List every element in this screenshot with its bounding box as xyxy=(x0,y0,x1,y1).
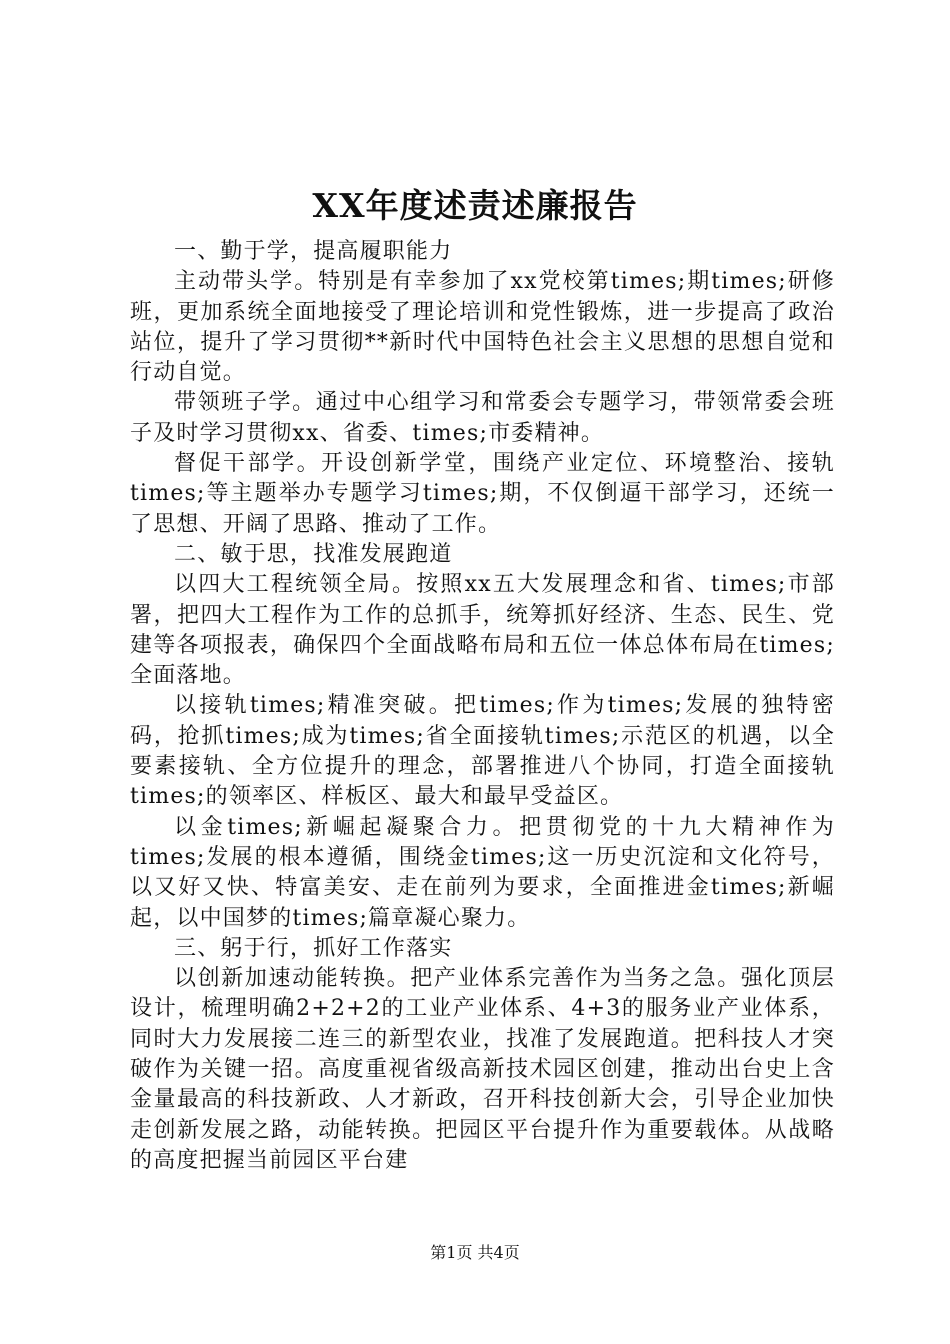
body-paragraph: 以金times;新崛起凝聚合力。把贯彻党的十九大精神作为times;发展的根本遵循，围绕金times;这一历史沉淀和文化符号，以又好又快、特富美安、走在前列为要求，全面推进金times;新崛起，以中国梦的times;篇章凝心聚力。 xyxy=(130,814,835,931)
document-title: XX年度述责述廉报告 xyxy=(312,186,638,225)
document-body xyxy=(130,237,835,1176)
body-paragraph: 以接轨times;精准突破。把times;作为times;发展的独特密码，抢抓times;成为times;省全面接轨times;示范区的机遇，以全要素接轨、全方位提升的理念，部署推进八个协同，打造全面接轨times;的领率区、样板区、最大和最早受益区。 xyxy=(130,693,835,810)
body-paragraph: 督促干部学。开设创新学堂，围绕产业定位、环境整治、接轨times;等主题举办专题学习times;期，不仅倒逼干部学习，还统一了思想、开阔了思路、推动了工作。 xyxy=(130,451,835,537)
section-heading-3: 三、躬于行，抓好工作落实 xyxy=(174,935,453,961)
body-paragraph: 带领班子学。通过中心组学习和常委会专题学习，带领常委会班子及时学习贯彻xx、省委、times;市委精神。 xyxy=(130,390,835,446)
section-heading-1: 一、勤于学，提高履职能力 xyxy=(174,239,453,264)
page-number-footer: 第1页 共4页 xyxy=(430,1243,520,1262)
body-paragraph: 以四大工程统领全局。按照xx五大发展理念和省、times;市部署，把四大工程作为工作的总抓手，统筹抓好经济、生态、民生、党建等各项报表，确保四个全面战略布局和五位一体总体布局在times;全面落地。 xyxy=(130,572,835,689)
body-paragraph: 主动带头学。特别是有幸参加了xx党校第times;期times;研修班，更加系统全面地接受了理论培训和党性锻炼，进一步提高了政治站位，提升了学习贯彻**新时代中国特色社会主义思想的思想自觉和行动自觉。 xyxy=(130,269,835,386)
section-heading-2: 二、敏于思，找准发展跑道 xyxy=(174,541,453,567)
body-paragraph: 以创新加速动能转换。把产业体系完善作为当务之急。强化顶层设计，梳理明确2+2+2的工业产业体系、4+3的服务业产业体系，同时大力发展接二连三的新型农业，找准了发展跑道。把科技人才突破作为关键一招。高度重视省级高新技术园区创建，推动出台史上含金量最高的科技新政、人才新政，召开科技创新大会，引导企业加快走创新发展之路，动能转换。把园区平台提升作为重要载体。从战略的高度把握当前园区平台建 xyxy=(130,966,835,1173)
